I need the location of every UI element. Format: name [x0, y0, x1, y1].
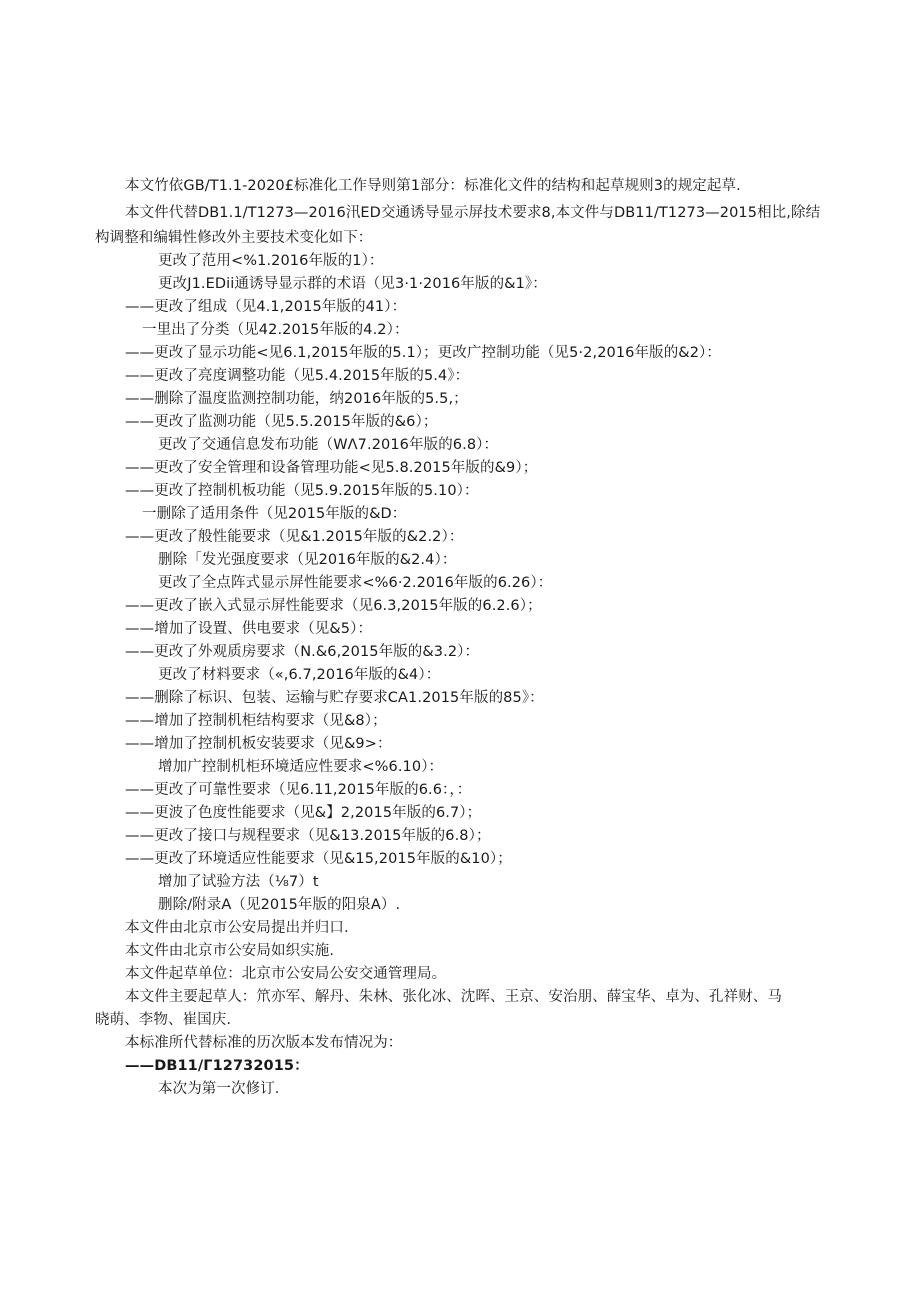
change-item: ——更改了般性能要求（见&1.2015年版的&2.2）： — [125, 529, 464, 545]
change-item: ——更波了色度性能要求（见&】2,2015年版的6.7）； — [125, 805, 482, 821]
change-item: 更改了交通信息发布功能（WΛ7.2016年版的6.8）： — [158, 437, 499, 453]
drafting-unit-paragraph: 本文件起草单位：北京市公安局公安交通管理局。 — [125, 966, 447, 982]
implementer-paragraph: 本文件由北京市公安局如织实施. — [125, 943, 335, 959]
drafters-paragraph-cont: 晓萌、李物、崔国庆. — [95, 1012, 232, 1028]
change-item: ——更改了环境适应性能要求（见&15,2015年版的&10）； — [125, 851, 512, 867]
change-item: 一里出了分类（见42.2015年版的4.2）： — [142, 322, 409, 338]
change-item: ——更改了外观质房要求（N.&6,2015年版的&3.2）： — [125, 644, 480, 660]
foreword-paragraph-replaces: 本文件代替DB1.1/T1273—2016汛ED交通诱导显示屏技术要求8,本文件与DB11/T1273—2015相比,除结 — [125, 205, 821, 221]
change-item: 一删除了适用条件（见2015年版的&D： — [142, 506, 407, 522]
drafters-paragraph: 本文件主要起草人：笊亦军、解丹、朱林、张化冰、沈晖、王京、安治朋、薛宝华、卓为、孔祥财、马 — [125, 989, 782, 1005]
foreword-paragraph-basis: 本文竹依GB/T1.1-2020£标准化工作导则第1部分：标准化文件的结构和起草规则3的规定起草. — [125, 178, 741, 194]
change-item: 增加了试验方法（⅛7）t — [158, 874, 319, 890]
change-item: ——更改了显示功能<见6.1,2015年版的5.1）；更改广控制功能（见5·2,2016年版的&2）： — [125, 345, 721, 361]
change-item: 更改了范用<%1.2016年版的1）： — [158, 253, 384, 269]
change-item: 更改了全点阵式显示屏性能要求<%6·2.2016年版的6.26）： — [158, 575, 553, 591]
change-item: ——更改了亮度调整功能（见5.4.2015年版的5.4》： — [125, 368, 470, 384]
change-item: 更改了材料要求（«,6.7,2016年版的&4）： — [158, 667, 441, 683]
change-item: ——增加了控制机柜结构要求（见&8）； — [125, 713, 387, 729]
change-item: 更改J1.EDii通诱导显示群的术语（见3·1·2016年版的&1》： — [158, 276, 547, 292]
history-paragraph: 本标准所代替标准的历次版本发布情况为： — [125, 1035, 403, 1051]
change-item: ——更改了控制机板功能（见5.9.2015年版的5.10）： — [125, 483, 479, 499]
change-item: ——更改了可靠性要求（见6.11,2015年版的6.6：，： — [125, 782, 472, 798]
history-version-item: ——DB11/Г12732015： — [125, 1058, 309, 1074]
change-item: ——更改了监测功能（见5.5.2015年版的&6）； — [125, 414, 438, 430]
change-item: ——增加了设置、供电要求（见&5）： — [125, 621, 373, 637]
foreword-paragraph-replaces-cont: 构调整和编辑性修改外主要技术变化如下： — [95, 230, 373, 246]
change-item: ——删除了标识、包装、运输与贮存要求CA1.2015年版的85》： — [125, 690, 544, 706]
change-item: ——更改了组成（见4.1,2015年版的41）： — [125, 299, 407, 315]
change-item: ——更改了嵌入式显示屏性能要求（见6.3,2015年版的6.2.6）； — [125, 598, 542, 614]
proposer-paragraph: 本文件由北京市公安局提出并归口. — [125, 920, 349, 936]
change-item: ——更改了安全管理和设备管理功能<见5.8.2015年版的&9）； — [125, 460, 538, 476]
change-item: ——增加了控制机板安装要求（见&9>： — [125, 736, 392, 752]
change-item: 删除/附录A（见2015年版的阳泉A）. — [158, 897, 401, 913]
revision-note: 本次为第一次修订. — [158, 1081, 280, 1097]
change-item: ——更改了接口与规程要求（见&13.2015年版的6.8）； — [125, 828, 491, 844]
change-item: ——删除了温度监测控制功能，纳2016年版的5.5,； — [125, 391, 468, 407]
change-item: 增加广控制机柜环境适应性要求<%6.10）： — [158, 759, 444, 775]
change-item: 删除「发光强度要求（见2016年版的&2.4）： — [158, 552, 457, 568]
